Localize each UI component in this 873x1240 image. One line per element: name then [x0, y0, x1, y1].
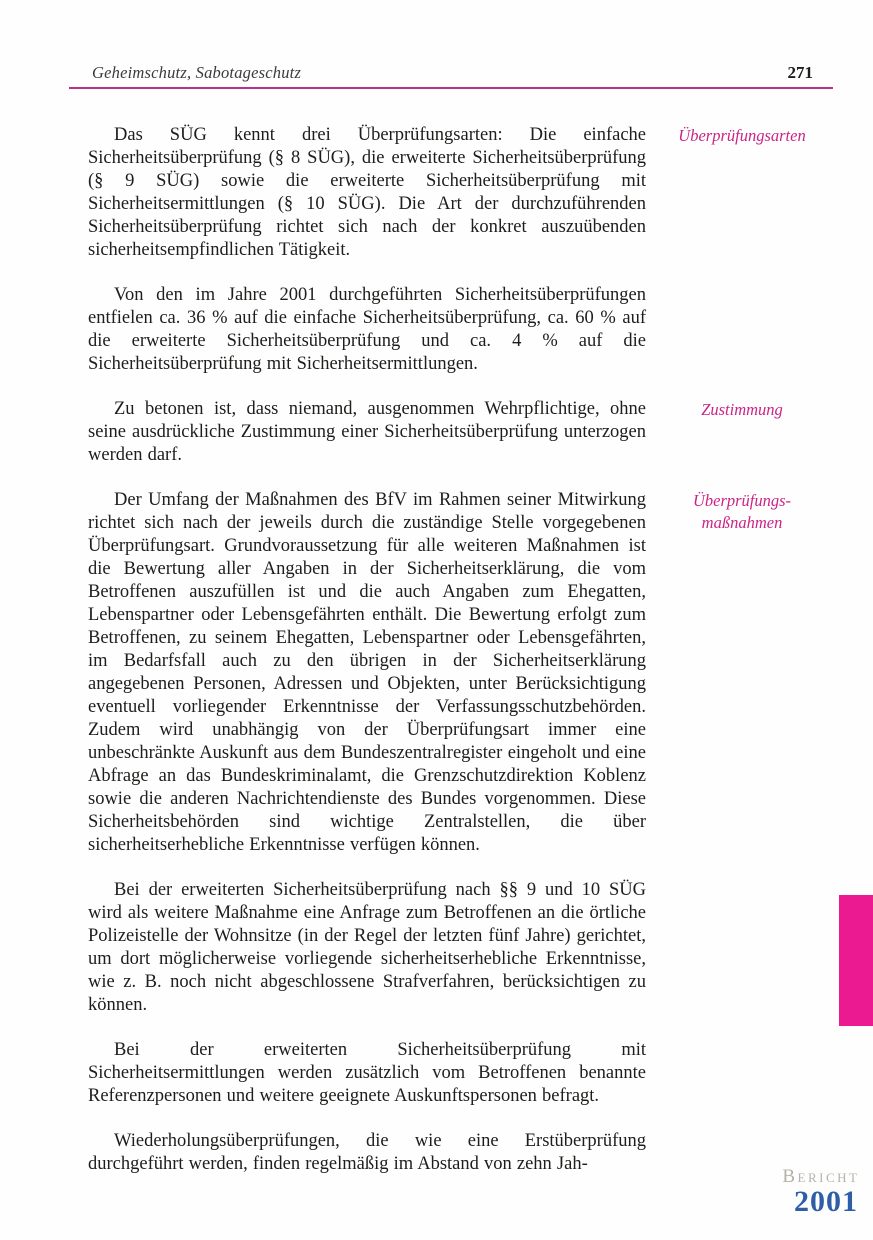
chapter-edge-tab: [839, 895, 873, 1026]
running-header-title: Geheimschutz, Sabotageschutz: [92, 63, 302, 82]
paragraph-row: [88, 398, 783, 467]
paragraph: Das SÜG kennt drei Überprüfungsarten: Die einfache Sicherheitsüberprüfung (§ 8 SÜG), die erweiterte Sicherheitsüberprüfung (§ 9 SÜG) sowie die erweiterte Sicherheitsüberprüfung mit Sicherheitsermittlungen (§ 10 SÜG). Die Art der durchzuführenden Sicherheitsüberprüfung richtet sich nach der konkret auszuübenden sicherheitsempfindlichen Tätigkeit.: [88, 125, 646, 260]
paragraph-row: [88, 1130, 646, 1176]
paragraph: Der Umfang der Maßnahmen des BfV im Rahmen seiner Mitwirkung richtet sich nach der jeweils durch die zuständige Stelle vorgegebenen Überprüfungsart. Grundvoraussetzung für alle weiteren Maßnahmen ist die Bewertung aller Angaben in der Sicherheitserklärung, die vom Betroffenen auszufüllen ist und die auch Angaben zum Ehegatten, Lebenspartner oder Lebensgefährten enthält. Die Bewertung erfolgt zum Betroffenen, zu seinem Ehegatten, Lebenspartner oder Lebensgefährten, im Bedarfsfall auch zu den übrigen in der Sicherheitserklärung angegebenen Personen, Adressen und Objekten, unter Berücksichtigung eventuell vorliegender Erkenntnisse der Verfassungsschutzbehörden. Zudem wird unabhängig von der Überprüfungsart immer eine unbeschränkte Auskunft aus dem Bundeszentralregister eingeholt und eine Abfrage an das Bundeskriminalamt, die Grenzschutzdirektion Koblenz sowie die anderen Nachrichtendienste des Bundes vorgenommen. Diese Sicherheitsbehörden sind wichtige Zentralstellen, die über sicherheitserhebliche Erkenntnisse verfügen können.: [88, 490, 646, 855]
margin-note: Zustimmung: [701, 400, 783, 419]
paragraph-row: [88, 1039, 646, 1108]
paragraph-row: [88, 124, 806, 262]
page-number: 271: [787, 63, 813, 82]
report-logo: [782, 1166, 860, 1218]
paragraph: Bei der erweiterten Sicherheitsüberprüfung nach §§ 9 und 10 SÜG wird als weitere Maßnahme eine Anfrage zum Betroffenen an die örtliche Polizeistelle der Wohnsitze (in der Regel der letzten fünf Jahre) gerichtet, um dort möglicherweise vorliegende sicherheitserhebliche Erkenntnisse, wie z. B. noch nicht abgeschlossene Strafverfahren, berücksichtigen zu können.: [88, 880, 646, 1015]
paragraph-row: [88, 284, 646, 376]
page-header: [69, 58, 833, 86]
margin-note: Überprüfungs-maßnahmen: [692, 491, 792, 532]
header-rule: [69, 87, 833, 89]
paragraph: Von den im Jahre 2001 durchgeführten Sicherheitsüberprüfungen entfielen ca. 36 % auf die einfache Sicherheitsüberprüfung, ca. 60 % auf die erweiterte Sicherheitsüberprüfung und ca. 4 % auf die Sicherheitsüberprüfung mit Sicherheitsermittlungen.: [88, 285, 646, 374]
margin-note: Überprüfungsarten: [678, 126, 806, 145]
paragraph-row: [88, 489, 792, 857]
paragraph: Bei der erweiterten Sicherheitsüberprüfung mit Sicherheitsermittlungen werden zusätzlich vom Betroffenen benannte Referenzpersonen und weitere geeignete Auskunftspersonen befragt.: [88, 1040, 646, 1106]
paragraph: Wiederholungsüberprüfungen, die wie eine Erstüberprüfung durchgeführt werden, finden regelmäßig im Abstand von zehn Jah-: [88, 1131, 646, 1174]
report-logo-word: Bericht: [782, 1166, 860, 1187]
report-logo-year: 2001: [794, 1185, 858, 1218]
paragraph-row: [88, 879, 646, 1017]
paragraph: Zu betonen ist, dass niemand, ausgenommen Wehrpflichtige, ohne seine ausdrückliche Zustimmung einer Sicherheitsüberprüfung unterzogen werden darf.: [88, 399, 646, 465]
page-body: [88, 124, 806, 1198]
